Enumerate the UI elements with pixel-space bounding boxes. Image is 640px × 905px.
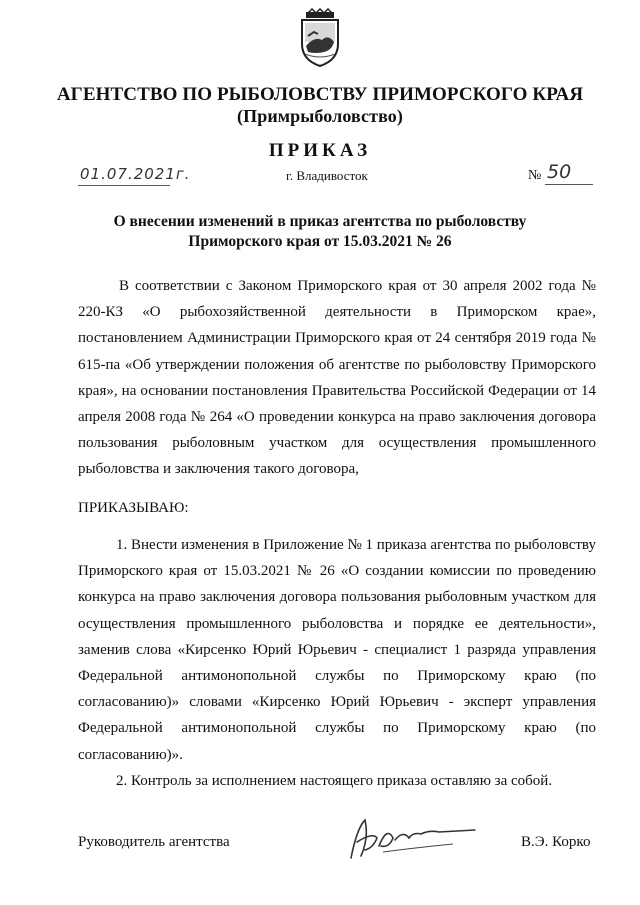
order-date: 01.07.2021г. [80, 165, 191, 183]
number-underline [545, 184, 593, 185]
agency-short-name: (Примрыболовство) [237, 106, 403, 126]
handwritten-signature-icon [343, 808, 483, 868]
subject-line-2: Приморского края от 15.03.2021 № 26 [188, 233, 452, 250]
signer-position: Руководитель агентства [78, 834, 230, 850]
subject-line-1: О внесении изменений в приказ агентства по рыболовству [113, 213, 527, 230]
coat-of-arms-icon [296, 8, 344, 68]
order-number-label: № [528, 168, 542, 183]
date-underline [78, 185, 170, 186]
order-item-1: 1. Внести изменения в Приложение № 1 приказа агентства по рыболовству Приморского края от 15.03.2021 № 26 «О создании комиссии по проведению конкурса на право заключения договора пользования рыболовным участком для осуществления промышленного рыболовства и порядке ее деятельности», заменив слова «Кирсенко Юрий Юрьевич - специалист 1 разряда управления Федеральной антимонопольной службы по Приморскому краю (по согласованию)» словами «Кирсенко Юрий Юрьевич - эксперт управления Федеральной антимонопольной службы по Приморскому краю (по согласованию)». [78, 537, 596, 763]
order-item-2: 2. Контроль за исполнением настоящего приказа оставляю за собой. [116, 773, 553, 789]
order-subject [60, 212, 580, 252]
preamble-paragraph: В соответствии с Законом Приморского края от 30 апреля 2002 года № 220-КЗ «О рыбохозяйственной деятельности в Приморском крае», постановлением Администрации Приморского края от 24 сентября 2019 года № 615-па «Об утверждении положения об агентстве по рыболовству Приморского края», на основании постановления Правительства Российской Федерации от 14 апреля 2008 года № 264 «О проведении конкурса на право заключения договора пользования рыболовным участком для осуществления промышленного рыболовства и заключения такого договора, [78, 278, 596, 478]
order-number: 50 [547, 161, 572, 183]
document-type: ПРИКАЗ [268, 140, 372, 161]
signer-name: В.Э. Корко [521, 834, 591, 850]
agency-name: АГЕНТСТВО ПО РЫБОЛОВСТВУ ПРИМОРСКОГО КРАЯ [56, 84, 584, 105]
order-word: ПРИКАЗЫВАЮ: [78, 500, 189, 516]
order-city: г. Владивосток [286, 168, 368, 183]
